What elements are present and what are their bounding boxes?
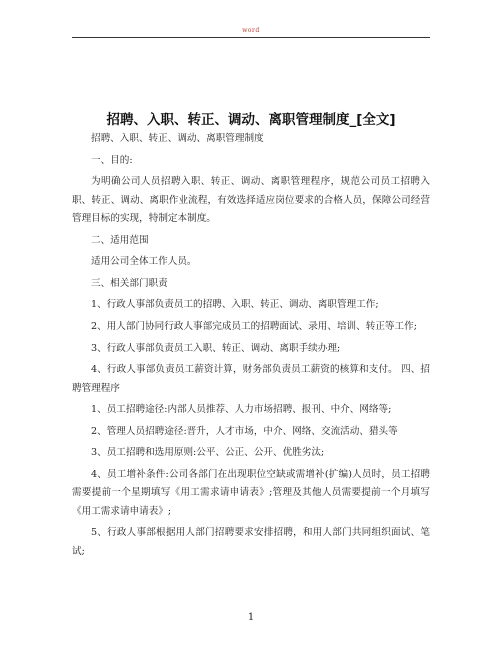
paragraph: 为明确公司人员招聘入职、转正、调动、离职管理程序，规范公司员工招聘入职、转正、调动、离职作业流程，有效选择适应岗位要求的合格人员，保障公司经营管理目标的实现，特制定本制度。 [72,176,430,224]
list-item: 2、用人部门协同行政人事部完成员工的招聘面试、录用、培训、转正等工作; [91,320,417,332]
section-heading: 二、适用范围 [91,234,149,246]
document-title: 招聘、入职、转正、调动、离职管理制度_[全文] [106,112,396,128]
list-item: 3、行政人事部负责员工入职、转正、调动、离职手续办理; [91,342,341,354]
document-body [72,130,430,564]
section-heading: 一、目的: [91,154,133,166]
section-heading: 三、相关部门职责 [91,277,168,289]
list-item: 1、行政人事部负责员工的招聘、入职、转正、调动、离职管理工作; [91,299,379,311]
header-rule [72,37,430,38]
paragraph: 招聘、入职、转正、调动、离职管理制度 [91,133,264,144]
page-number: 1 [247,612,255,623]
list-item: 3、员工招聘和选用原则:公平、公正、公开、优胜劣汰; [91,447,325,459]
list-item: 4、员工增补条件:公司各部门在出现职位空缺或需增补(扩编)人员时，员工招聘需要提前一个星期填写《用工需求请申请表》;管理及其他人员需要提前一个月填写《用工需求请申请表》; [72,468,430,517]
list-item: 1、员工招聘途径:内部人员推荐、人力市场招聘、报刊、中介、网络等; [91,404,392,416]
page-header-label: word [242,27,260,34]
list-item: 2、管理人员招聘途径:晋升，人才市场，中介、网络、交流活动、猎头等 [91,425,398,437]
list-item: 4、行政人事部负责员工薪资计算，财务部负责员工薪资的核算和支付。 四、招聘管理程序 [72,364,430,394]
list-item: 5、行政人事部根据用人部门招聘要求安排招聘，和用人部门共同组织面试、笔试; [72,527,430,557]
paragraph: 适用公司全体工作人员。 [91,256,197,268]
